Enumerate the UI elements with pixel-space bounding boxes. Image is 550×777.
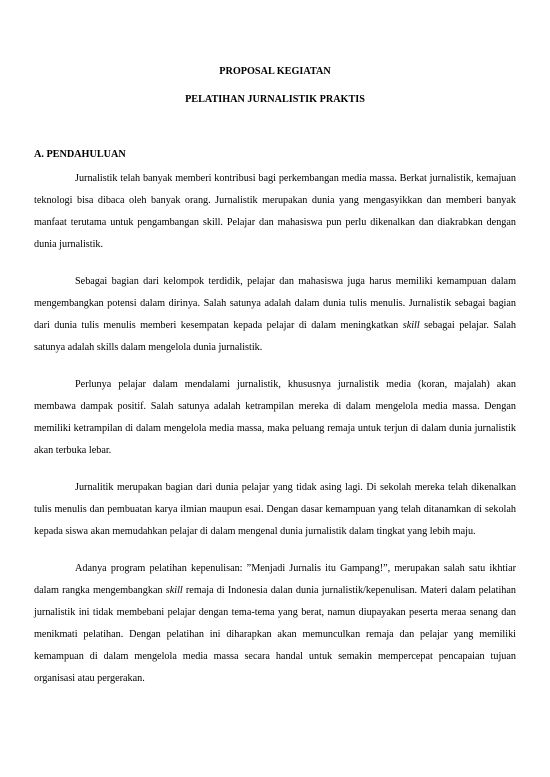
paragraph-5-part-1: Adanya program pelatihan kepenulisan: ”Menjadi Jurnalis itu Gampang!”, merupakan salah satu ikhtiar dalam rangka mengembangkan xyxy=(34,563,516,596)
paragraph-2 xyxy=(34,271,516,359)
paragraph-2-part-1: Sebagai bagian dari kelompok terdidik, pelajar dan mahasiswa juga harus memiliki kemampuan dalam mengembangkan potensi dalam dirinya. Salah satunya adalah dalam dunia tulis menulis. Jurnalistik sebagai bagian dari dunia tulis menulis memberi kesempatan kepada pelajar di dalam meningkatkan xyxy=(34,276,516,331)
paragraph-5-part-2: remaja di Indonesia dalan dunia jurnalistik/kepenulisan. Materi dalam pelatihan jurnalistik ini tidak membebani pelajar dengan tema-tema yang berat, namun diupayakan peserta meraa senang dan menikmati pelatihan. Dengan pelatihan ini diharapkan akan memunculkan remaja dan pelajar yang memiliki kemampuan di dalam mengelola media massa secara handal untuk semakin mempercepat pencapaian tujuan organisasi atau pergerakan. xyxy=(34,585,517,684)
paragraph-4: Jurnalitik merupakan bagian dari dunia pelajar yang tidak asing lagi. Di sekolah mereka telah dikenalkan tulis menulis dan pembuatan karya ilmian maupun esai. Dengan dasar kemampuan yang telah ditanamkan di sekolah kepada siswa akan memudahkan pelajar di dalam mengenal dunia jurnalistik dalam tingkat yang lebih maju. xyxy=(34,482,516,537)
paragraph-2-italic-term: skill xyxy=(402,320,420,331)
paragraph-5 xyxy=(34,558,516,690)
paragraph-3: Perlunya pelajar dalam mendalami jurnalistik, khususnya jurnalistik media (koran, majalah) akan membawa dampak positif. Salah satunya adalah ketrampilan mereka di dalam mengelola media massa. Dengan memiliki ketrampilan di dalam mengelola media massa, maka peluang remaja untuk terjun di dalam dunia jurnalistik akan terbuka lebar. xyxy=(34,379,516,456)
section-body xyxy=(34,168,516,705)
document-title: PROPOSAL KEGIATAN xyxy=(219,66,331,77)
paragraph-1: Jurnalistik telah banyak memberi kontribusi bagi perkembangan media massa. Berkat jurnalistik, kemajuan teknologi bisa dibaca oleh banyak orang. Jurnalistik merupakan dunia yang mengasyikkan dan memberi banyak manfaat terutama untuk pengambangan skill. Pelajar dan mahasiswa pun perlu dikenalkan dan diakrabkan dengan dunia jurnalistik. xyxy=(34,173,516,250)
paragraph-5-italic-term: skill xyxy=(165,585,183,596)
section-heading: A. PENDAHULUAN xyxy=(34,149,126,160)
document-subtitle: PELATIHAN JURNALISTIK PRAKTIS xyxy=(185,94,365,105)
paragraph-2-part-2: sebagai pelajar. Salah satunya adalah skills dalam mengelola dunia jurnalistik. xyxy=(34,320,516,353)
